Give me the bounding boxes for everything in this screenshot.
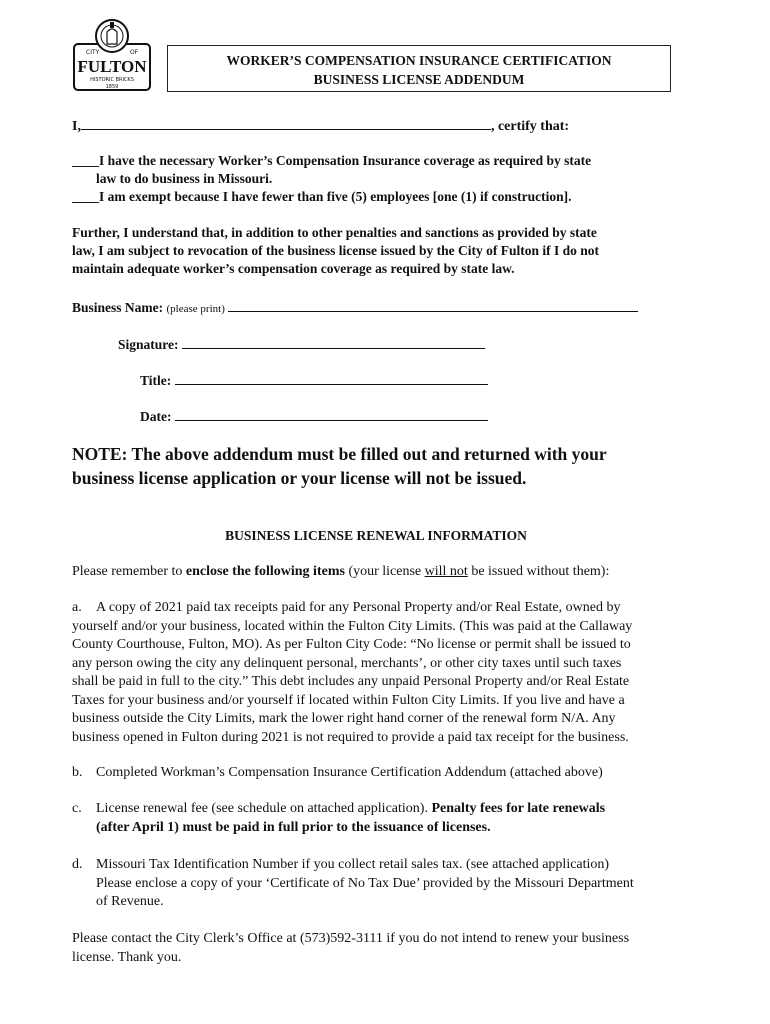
intro-underlined-text: will not (424, 564, 468, 579)
item-a-line: A copy of 2021 paid tax receipts paid for any Personal Property and/or Real Estate, owned by (96, 600, 621, 615)
city-seal-logo (70, 14, 154, 98)
item-a-line: Taxes for your business and/or yourself if located within Fulton City Limits. If you live and have a (72, 692, 625, 708)
intro-text: (your license (344, 564, 425, 579)
option-insured-text-2: law to do business in Missouri. (96, 171, 273, 186)
item-c-bold-text: Penalty fees for late renewals (431, 801, 606, 816)
option-exempt-text: I am exempt because I have fewer than five (5) employees [one (1) if construction]. (99, 189, 572, 204)
option-insured-blank[interactable]: ____ (72, 153, 99, 168)
item-c-bold-text-2: (after April 1) must be paid in full prior to the issuance of licenses. (96, 819, 491, 835)
note-line: business license application or your license will not be issued. (72, 468, 527, 488)
intro-text: Please remember to (72, 564, 186, 579)
signature-label: Signature: (118, 337, 179, 352)
coverage-options (72, 152, 712, 206)
item-b (72, 764, 712, 783)
item-c-text: License renewal fee (see schedule on attached application). (96, 801, 432, 816)
renewal-intro (72, 563, 732, 582)
business-name-field[interactable] (228, 297, 638, 312)
item-a (72, 599, 712, 747)
acknowledgement-line: Further, I understand that, in addition to other penalties and sanctions as provided by state (72, 225, 597, 240)
logo-name-text: FULTON (77, 57, 147, 76)
item-a-line: any person owing the city any delinquent personal, merchants’, or other city taxes until such taxes (72, 655, 622, 671)
item-d-line: Missouri Tax Identification Number if you collect retail sales tax. (see attached application) (96, 857, 610, 872)
logo-motto-text: HISTORIC BRICKS (90, 77, 134, 83)
logo-of-text: OF (130, 49, 139, 56)
item-d (72, 856, 722, 912)
item-b-text: Completed Workman’s Compensation Insurance Certification Addendum (attached above) (96, 765, 603, 780)
item-a-marker: a. (72, 600, 82, 615)
note-block (72, 442, 732, 490)
note-line: NOTE: The above addendum must be filled out and returned with your (72, 444, 607, 464)
certify-prefix: I, (72, 119, 81, 134)
contact-line: Please contact the City Clerk’s Office at (573)592-3111 if you do not intend to renew your business (72, 931, 630, 946)
logo-year-text: 1859 (105, 84, 119, 90)
item-a-line: shall be paid in full to the city.” This debt includes any unpaid Personal Property and/or Real Estate (72, 674, 630, 689)
certify-line (72, 115, 692, 137)
business-name-hint: (please print) (166, 303, 225, 315)
option-exempt-blank[interactable]: ____ (72, 189, 99, 204)
item-a-line: business outside the City Limits, mark the lower right hand corner of the renewal form N/A. Any (72, 711, 616, 726)
item-a-line: business opened in Fulton during 2021 is not required to provide a paid tax receipt for the business. (72, 729, 629, 745)
title-field[interactable] (175, 370, 488, 385)
item-d-line: of Revenue. (96, 894, 164, 909)
item-d-marker: d. (72, 857, 83, 872)
form-title-line1: WORKER’S COMPENSATION INSURANCE CERTIFICATION (226, 53, 612, 68)
acknowledgement-line: maintain adequate worker’s compensation coverage as required by state law. (72, 261, 515, 276)
renewal-heading: BUSINESS LICENSE RENEWAL INFORMATION (225, 528, 527, 543)
logo-city-text: CITY (86, 49, 100, 56)
title-row (140, 370, 488, 390)
signature-row (118, 334, 485, 354)
item-c (72, 800, 712, 837)
option-insured-text: I have the necessary Worker’s Compensation Insurance coverage as required by state (99, 153, 592, 168)
item-a-line: County Courthouse, Fulton, MO). As per Fulton City Code: “No license or permit shall be issued to (72, 637, 631, 652)
contact-line: license. Thank you. (72, 949, 182, 965)
acknowledgement-paragraph (72, 224, 722, 278)
item-c-marker: c. (72, 801, 82, 816)
certify-suffix: , certify that: (490, 119, 570, 134)
item-b-marker: b. (72, 765, 83, 780)
item-a-line: yourself and/or your business, located within the Fulton City Limits. (This was paid at the Callaway (72, 618, 633, 634)
date-label: Date: (140, 409, 172, 424)
certifier-name-field[interactable] (81, 115, 491, 130)
intro-text: be issued without them): (467, 564, 610, 579)
option-insured (72, 152, 712, 170)
date-row (140, 406, 488, 426)
intro-bold-text: enclose the following items (185, 564, 345, 579)
title-label: Title: (140, 373, 172, 388)
option-exempt (72, 188, 712, 206)
contact-paragraph (72, 930, 722, 967)
form-title-line2: BUSINESS LICENSE ADDENDUM (313, 72, 525, 87)
form-title-box (167, 45, 671, 92)
signature-field[interactable] (182, 334, 485, 349)
date-field[interactable] (175, 406, 488, 421)
acknowledgement-line: law, I am subject to revocation of the business license issued by the City of Fulton if I do not (72, 243, 600, 258)
business-name-label: Business Name: (72, 300, 164, 315)
business-name-row (72, 297, 638, 318)
item-d-line: Please enclose a copy of your ‘Certificate of No Tax Due’ provided by the Missouri Department (96, 875, 634, 891)
